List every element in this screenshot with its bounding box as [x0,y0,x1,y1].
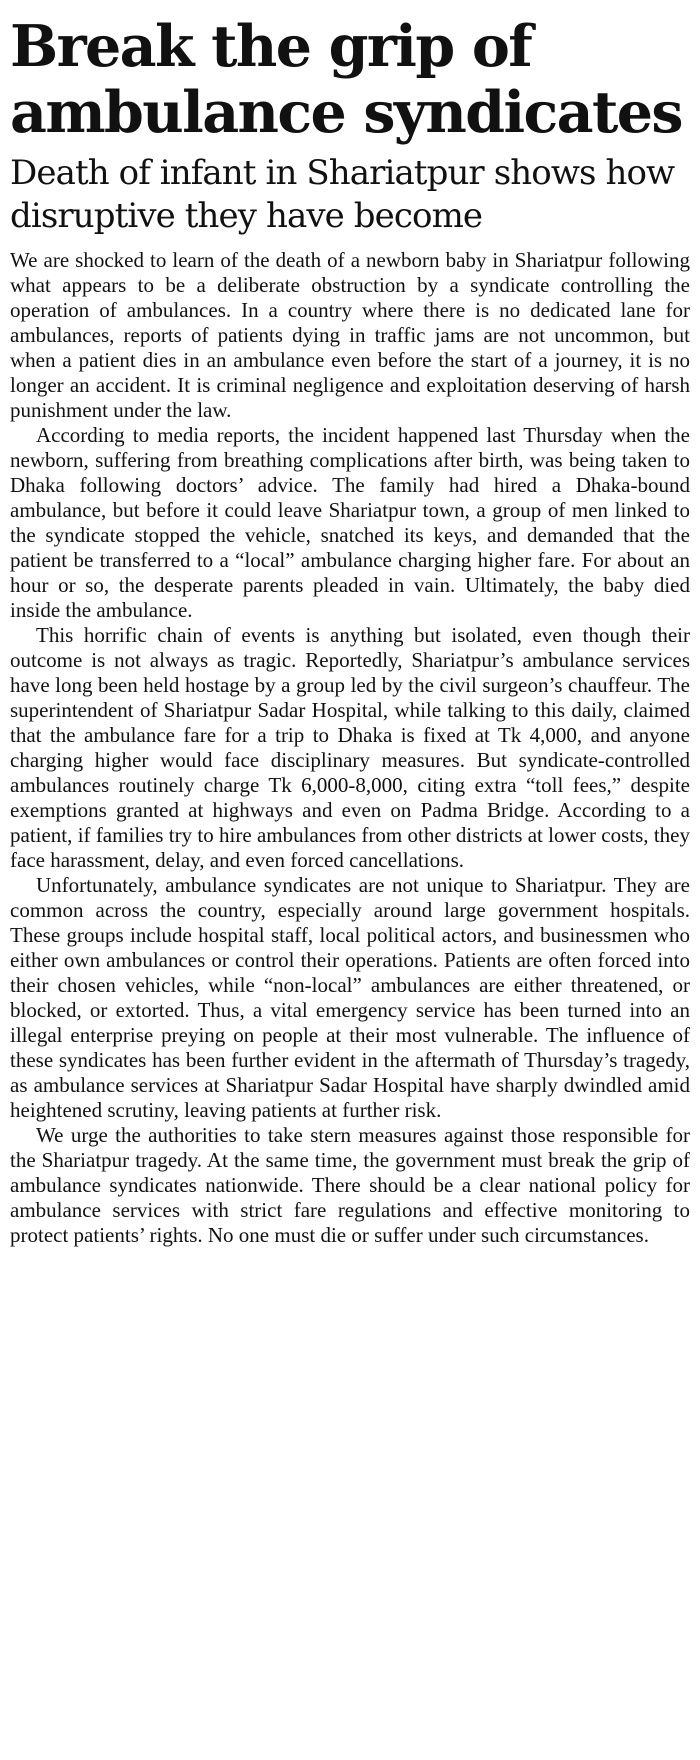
paragraph-5: We urge the authorities to take stern measures against those responsible for the Shariatpur tragedy. At the same time, the government must break the grip of ambulance syndicates nationwide. There should be a clear national policy for ambulance services with strict fare regulations and effective monitoring to protect patients’ rights. No one must die or suffer under such circumstances. [10,1123,690,1247]
article-body [10,248,690,1248]
headline: Break the grip of ambulance syndicates [10,13,682,146]
paragraph-2: According to media reports, the incident happened last Thursday when the newborn, suffering from breathing complications after birth, was being taken to Dhaka following doctors’ advice. The family had hired a Dhaka-bound ambulance, but before it could leave Shariatpur town, a group of men linked to the syndicate stopped the vehicle, snatched its keys, and demanded that the patient be transferred to a “local” ambulance charging higher fare. For about an hour or so, the desperate parents pleaded in vain. Ultimately, the baby died inside the ambulance. [10,423,690,622]
subheadline: Death of infant in Shariatpur shows how disruptive they have become [10,153,675,236]
paragraph-4: Unfortunately, ambulance syndicates are not unique to Shariatpur. They are common across the country, especially around large government hospitals. These groups include hospital staff, local political actors, and businessmen who either own ambulances or control their operations. Patients are often forced into their chosen vehicles, while “non-local” ambulances are either threatened, or blocked, or extorted. Thus, a vital emergency service has been turned into an illegal enterprise preying on people at their most vulnerable. The influence of these syndicates has been further evident in the aftermath of Thursday’s tragedy, as ambulance services at Shariatpur Sadar Hospital have sharply dwindled amid heightened scrutiny, leaving patients at further risk. [10,873,690,1122]
paragraph-1: We are shocked to learn of the death of a newborn baby in Shariatpur following what appears to be a deliberate obstruction by a syndicate controlling the operation of ambulances. In a country where there is no dedicated lane for ambulances, reports of patients dying in traffic jams are not uncommon, but when a patient dies in an ambulance even before the start of a journey, it is no longer an accident. It is criminal negligence and exploitation deserving of harsh punishment under the law. [10,248,690,422]
paragraph-3: This horrific chain of events is anything but isolated, even though their outcome is not always as tragic. Reportedly, Shariatpur’s ambulance services have long been held hostage by a group led by the civil surgeon’s chauffeur. The superintendent of Shariatpur Sadar Hospital, while talking to this daily, claimed that the ambulance fare for a trip to Dhaka is fixed at Tk 4,000, and anyone charging higher would face disciplinary measures. But syndicate-controlled ambulances routinely charge Tk 6,000-8,000, citing extra “toll fees,” despite exemptions granted at highways and even on Padma Bridge. According to a patient, if families try to hire ambulances from other districts at lower costs, they face harassment, delay, and even forced cancellations. [10,623,690,872]
